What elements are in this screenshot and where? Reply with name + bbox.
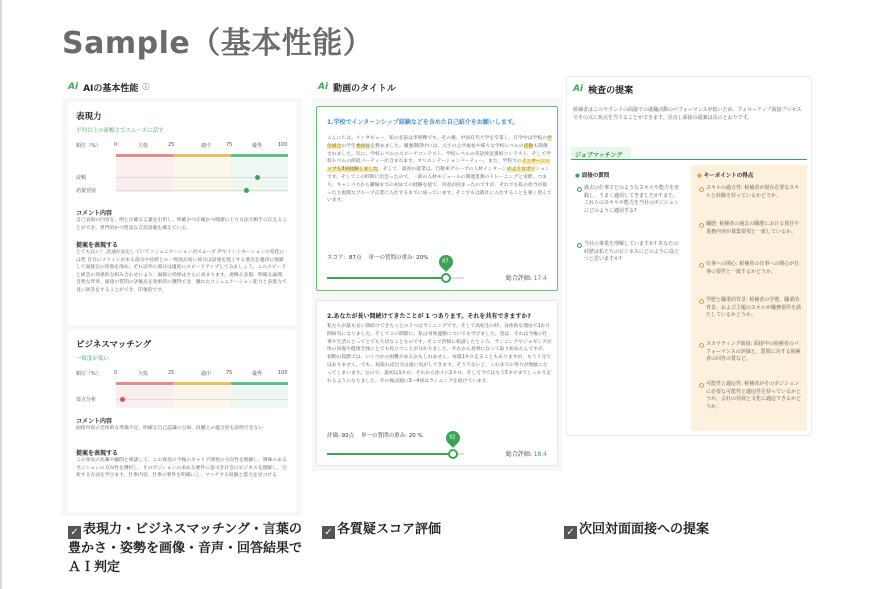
answer-transcript: こんにちは。インタビュー、私の名前は李明輝です。その後、中国有名大学を卒業し、在学中は学校の学生組合の学生委員長を務めました。履歴期間中には、大小の公共福祉や様々な学校レベルの活動も開催されました。次に、学校レベルのスピーチコンテスト、学校レベルの英語放送番組コンテスト、そして学校レベルの朗読パーティーが含まれます。オリエンテーションパーティー。また、学校でのインターンシップも3回経験しました。そして、最初の就業は、自動車グループの人材インターンのようなポジションです。そしてこの時期に出会ったので、一部の人材モジュールの関連業務のトレーニングと実際、つまり、キャンパスから職場までの初めての経験を経て、決意が固まったのですが、それでも私の担当が取った大規模なグループ企業に入社するまでに成っています。そこでもは就社に入社することを強く望んでいます。: [327, 136, 552, 204]
column-heading: ● キーポイントの得点: [697, 173, 754, 179]
high-band: [231, 154, 288, 157]
caption-basic: ✓ 表現力・ビジネスマッチング・言葉の豊かさ・姿勢を画像・音声・回答結果でＡＩ判定: [68, 522, 303, 575]
scale-label: 0: [114, 142, 118, 148]
caption-scores: ✓ 各質疑スコア評価: [322, 520, 542, 539]
comment-text: 自己表現の内容を、例と正確な言葉を引用し、明確かつ正確かつ簡潔に上り方法で相手に伝えることができ、専門的かつ豊富な言語語彙を備えている。: [76, 218, 288, 231]
list-item: スキルの適合性: 候補者が現在必要なスキルと経験を持っているかどうか。: [699, 185, 803, 200]
total-score: 総合評価: 17.4: [505, 275, 547, 282]
matching-subtitle: 一致度が低い: [76, 356, 110, 362]
comment-heading: コメント内容: [76, 210, 113, 217]
score-fill: [327, 277, 446, 279]
low-band: [116, 154, 173, 157]
row-line: [116, 177, 288, 178]
expression-subtitle: 平均以上の流暢さでスムーズに話す: [76, 128, 164, 134]
scale-label: 75: [226, 370, 233, 376]
expression-card: [68, 102, 296, 325]
row-label: 語彙発展: [76, 188, 97, 194]
row-line: [116, 399, 288, 400]
panel-header: [312, 76, 562, 98]
list-item: 可能性と適応性: 候補者がそのポジションに必要な可能性と適応性を持っているかどうか、会社の発展と文化に適応できるかどうか。: [699, 381, 803, 411]
question-title: 1.学校でインターンシップ経験などを含めた自己紹介をお願いします。: [327, 119, 519, 126]
total-score: 総合評価: 18.4: [505, 451, 547, 458]
high-band: [231, 382, 288, 385]
panel-header: [62, 76, 302, 98]
answer-transcript: 私たちが最も長い間続けてきたことの１つはランニングです。そして高校生の時、身体的な理由で1か月間病気になりました。そしてこの期間に、私は身体運動についても学びました。実は、それは今後の仕事や生活にとってとても大切なことなのです。そこで皆様に相談したところ、ランニングやジョギングが体の回復や健康全体にとても役立つことが分かりました。それから真剣になって取り組めたんですが、初期の段階では、いくつかの困難があるかもしれません。毎週1キロ走ることもありますが、もう１分ではありません。でも、頑張れば自分は速い気がしてきます。そうでないと、これまでの努力が無駄になってしまいます。なので、最初は1キロ、それから徐々に2キロ、そして今ではもう5キロまでしっかり走れるようになりました。その後は週に3～4回はランニングを続けています。: [327, 324, 552, 384]
interview-questions-column: [573, 169, 685, 429]
level-dot: [255, 175, 260, 180]
list-item: 過去の仕事でどのようなスキルや能力を実践し、うまく適用してきましたか? また、これらのスキルや能力を当社のポジションにどのように適用する?: [577, 185, 681, 215]
question-card-2[interactable]: [316, 300, 558, 466]
question-title: 2.あなたが長い間続けてきたことが 1 つあります。それを共有できますか?: [327, 313, 531, 320]
video-questions-panel: [312, 76, 562, 471]
score-label: スコア：87点 単一の質問の重み: 20%: [327, 255, 429, 261]
checkmark-icon: ✓: [68, 526, 81, 539]
score-pin: 92: [443, 428, 463, 448]
low-zone: [116, 386, 173, 408]
scale-label: 100: [278, 370, 288, 376]
scale-label: 欠低: [138, 371, 149, 377]
scale-label: 適中: [201, 371, 212, 377]
matching-scale: [76, 370, 288, 412]
panel-header-label: AIの基本性能: [83, 83, 139, 94]
highlight: 委員長: [355, 143, 371, 149]
left-edge-line: [0, 0, 2, 589]
weight-label: 単一の質問の重み: 20 %: [361, 433, 423, 439]
mid-band: [173, 382, 231, 385]
score-knob: [441, 273, 451, 283]
star-icon: ●: [697, 173, 702, 179]
highlight: インターンシップも3回経験しました: [327, 159, 551, 173]
list-item: 仕事への関心: 候補者の仕事への関心が仕事の要件と一致するかどうか。: [699, 261, 803, 276]
advice-text: この専攻の先輩や顧問と相談して、この専攻の今後のキャリア開発の方向性を理解し、興味のあるポジションの方向性を選択し、そのポジションの求める要件に基づき社会にビジネスを理解し、分析する方法を学びます。仕事内容、仕事の要件を明確にし、マッチする経験と能力を見つける: [76, 458, 287, 478]
mid-band: [173, 154, 231, 157]
checkmark-icon: ✓: [322, 526, 335, 539]
highlight: 活動: [523, 143, 534, 149]
highlight: 学生組合: [327, 136, 552, 149]
scale-label: 25: [168, 370, 175, 376]
scale-label: 0: [114, 370, 118, 376]
panel-header-label: 動画のタイトル: [333, 83, 396, 94]
level-dot: [244, 188, 249, 193]
ai-logo-icon: Ai: [68, 82, 79, 92]
panel-header: [567, 77, 811, 101]
question-card-1[interactable]: [316, 106, 558, 291]
list-item: 学歴と職業的背景: 候補者の学歴、職業的背景、および主題のスキルが職務要件を満たしているかどうか。: [699, 297, 803, 320]
page-title: Sample（基本性能）: [62, 26, 374, 61]
scale-label: 欠低: [138, 143, 149, 149]
score-pin: 87: [436, 252, 456, 272]
ai-logo-icon: Ai: [573, 84, 584, 94]
caption-proposal: ✓ 次回対面面接への提案: [564, 520, 804, 539]
expression-scale: [76, 142, 288, 202]
scale-label: 順位（%）: [76, 143, 101, 149]
list-item: 当社の事業を理解していますか? あなたの経歴は私たちのビジネスにどのように役立つと思いますか?: [577, 241, 681, 264]
checkmark-icon: ✓: [564, 526, 577, 539]
pin-icon: ●: [575, 173, 580, 179]
highlight: のようなポジ: [506, 167, 536, 173]
scale-label: 優秀: [252, 371, 263, 377]
list-item: スカウティング面接: 面接中の候補者のパフォーマンスの評価と、質問に対する候補者の回答の質など。: [699, 341, 803, 364]
list-item: 職歴: 候補者の過去の職歴における責任や業務内容が募集要項と一致しているか。: [699, 221, 803, 236]
score-knob: [448, 449, 458, 459]
panel-header-label: 検査の提案: [588, 85, 634, 96]
ai-basic-performance-panel: [62, 76, 302, 516]
comment-text: 面接内容の全体的な準備不足、明確な自己認識の欠如、役職との適合度を証明できない: [76, 426, 264, 431]
column-heading: ● 面接の質問: [575, 173, 610, 179]
row-label: 要点分析: [76, 397, 97, 403]
tab-underline: [571, 159, 807, 160]
advice-text: とても良い！ 話速が安定していてコミュニケーションがスムーズ 声やイントネーションの変化には豊 自分にメリットがある部分や持続との一致度が高い部分は話速を遅くする要点を適切に強調して面接官の印象を深め、それ以外の部分は適度にスピードアップしてみましょう。このスピードと緩急の効果的な組み合わせにより、面接の効果はさらに高まります。流暢な表現、明確な論理、自然な伴奏、面接の質問の評価点を効果的に獲得でき、優れたコミュニケーション能力と表現力で良い回答をすることができ、印象的です。: [76, 250, 287, 293]
proposal-intro: 候補者はこのラウンドの面接での就職活動のパフォーマンスが低いため、フォローアップ面接プロセスでその点に焦点を当てることができます。見直し面接の提案は次のとおりです。: [573, 107, 802, 121]
expression-title: 表現力: [76, 112, 102, 122]
row-line: [116, 190, 288, 191]
mid-zone: [173, 386, 231, 408]
advice-heading: 提案を表現する: [76, 450, 119, 457]
weight-label: 単一の質問の重み: 20%: [368, 255, 429, 261]
scale-label: 順位（%）: [76, 371, 101, 377]
inspection-proposal-panel: [566, 76, 812, 436]
scale-label: 優秀: [252, 143, 263, 149]
ai-logo-icon: Ai: [318, 82, 329, 92]
advice-heading: 提案を表現する: [76, 242, 119, 249]
matching-title: ビジネスマッチング: [76, 340, 152, 350]
comment-heading: コメント内容: [76, 418, 113, 425]
key-points-column: [691, 165, 807, 431]
score-label: 評価: 92点 単一の質問の重み: 20 %: [327, 433, 423, 439]
info-icon[interactable]: ⓘ: [142, 83, 150, 91]
matching-card: [68, 330, 296, 512]
low-zone: [116, 158, 173, 192]
low-band: [116, 382, 173, 385]
scale-label: 適中: [201, 143, 212, 149]
scale-label: 25: [168, 142, 175, 148]
mid-zone: [173, 158, 231, 192]
score-fill: [327, 453, 453, 455]
scale-label: 100: [278, 142, 288, 148]
scale-label: 75: [226, 142, 233, 148]
high-zone: [231, 386, 288, 408]
row-label: 流暢: [76, 175, 87, 181]
job-matching-tab[interactable]: ジョブマッチング: [571, 147, 631, 159]
